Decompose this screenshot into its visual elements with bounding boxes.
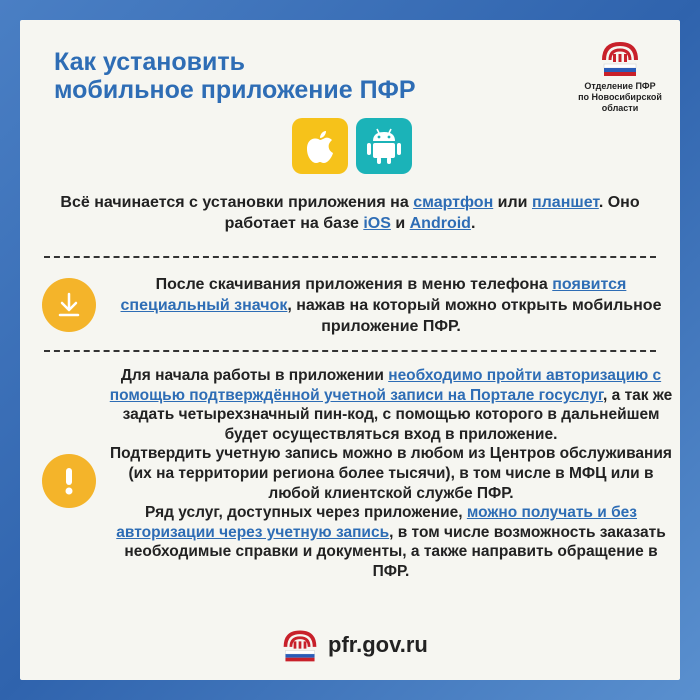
download-step-text: После скачивания приложения в меню телефона появится специальный значок, нажав на который можно открыть мобильное приложение ПФР. [120,276,662,335]
intro-text: Всё начинается с установки приложения на смартфон или планшет. Оно работает на базе iOS и Android. [60,194,640,232]
android-app-icon [356,118,412,174]
pfr-logo-icon [280,626,320,664]
download-icon [55,291,83,319]
divider [44,350,656,352]
divider [44,256,656,258]
apple-icon [303,127,337,165]
link-without-auth[interactable]: можно получать и без авторизации через учетную запись [116,504,637,541]
link-special-icon[interactable]: появится специальный значок [120,276,627,314]
title-line-1: Как установить [54,48,245,76]
info-card [20,20,680,680]
link-gosuslugi-auth[interactable]: необходимо пройти авторизацию с помощью подтверждённой учетной записи на Портале госуслуг [109,367,662,404]
link-ios[interactable]: iOS [363,215,391,232]
branch-name: Отделение ПФР по Новосибирской области [578,81,662,113]
auth-step-text: Для начала работы в приложении необходимо пройти авторизацию с помощью подтверждённой учетной записи на Портале госуслуг, а так же задать четырехзначный пин-код, с помощью которого в дальнейшем будет осуществляться вход в приложение. Подтвердить учетную запись можно в любом из Центров обслуживания (их на территории региона более тысячи), в том числе в МФЦ или в любой клиентской службе ПФР. Ряд услуг, доступных через приложение, можно получать и без авторизации через учетную запись, в том числе возможность заказать необходимые справки и документы, а также направить обращение в ПФР. [109,367,673,580]
link-android[interactable]: Android [409,215,471,232]
attention-badge [42,454,96,508]
footer [280,622,428,668]
link-smartphone[interactable]: смартфон [413,194,494,211]
title-line-2: мобильное приложение ПФР [54,76,416,104]
link-tablet[interactable]: планшет [531,194,599,211]
site-url[interactable]: pfr.gov.ru [328,632,428,657]
download-badge [42,278,96,332]
android-icon [365,126,403,166]
pfr-branch-logo [570,38,670,114]
exclamation-icon [55,466,83,496]
pfr-logo-icon [598,38,642,78]
apple-app-icon [292,118,348,174]
page-title [54,48,416,104]
